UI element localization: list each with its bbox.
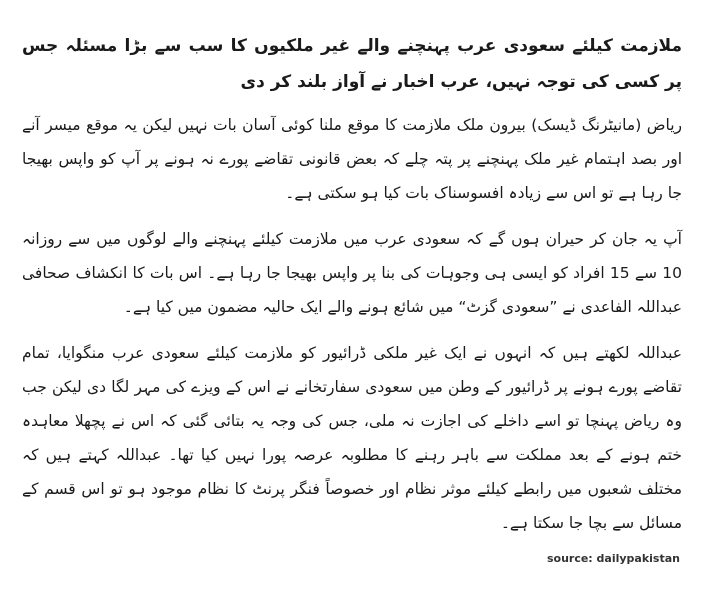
article-paragraph: عبداللہ لکھتے ہیں کہ انہوں نے ایک غیر ملکی ڈرائیور کو ملازمت کیلئے سعودی عرب منگوایا، تمام تقاضے پورے ہونے پر ڈرائیور کے وطن میں سعودی سفارتخانے نے اس کے ویزے کی مہر لگا دی لیکن جب وہ ریاض پہنچا تو اسے داخلے کی اجازت نہ ملی، جس کی وجہ یہ بتائی گئی کہ اس نے پچھلا معاہدہ ختم ہونے کے بعد مملکت سے باہر رہنے کا مطلوبہ عرصہ پورا نہیں کیا تھا۔ عبداللہ کہتے ہیں کہ مختلف شعبوں میں رابطے کیلئے موثر نظام اور خصوصاً فنگر پرنٹ کا نظام موجود ہو تو اس قسم کے مسائل سے بچا جا سکتا ہے۔ bbox=[22, 344, 682, 532]
article-headline: ملازمت کیلئے سعودی عرب پہنچنے والے غیر ملکیوں کا سب سے بڑا مسئلہ جس پر کسی کی توجہ نہیں، عرب اخبار نے آواز بلند کر دی bbox=[22, 36, 682, 92]
article-body bbox=[22, 28, 682, 552]
source-credit: source: dailypakistan bbox=[546, 552, 680, 565]
article-paragraph: آپ یہ جان کر حیران ہوں گے کہ سعودی عرب میں ملازمت کیلئے پہنچنے والے لوگوں میں سے روزانہ 10 سے 15 افراد کو ایسی ہی وجوہات کی بنا پر واپس بھیجا جا رہا ہے۔ اس بات کا انکشاف صحافی عبداللہ الفاعدی نے ”سعودی گزٹ“ میں شائع ہونے والے ایک حالیہ مضمون میں کیا ہے۔ bbox=[22, 230, 682, 316]
article-paragraph: ریاض (مانیٹرنگ ڈیسک) بیرون ملک ملازمت کا موقع ملنا کوئی آسان بات نہیں لیکن یہ موقع میسر آنے اور بصد اہتمام غیر ملک پہنچنے پر پتہ چلے کہ بعض قانونی تقاضے پورے نہ ہونے پر آپ کو واپس بھیجا جا رہا ہے تو اس سے زیادہ افسوسناک بات کیا ہو سکتی ہے۔ bbox=[22, 116, 682, 202]
